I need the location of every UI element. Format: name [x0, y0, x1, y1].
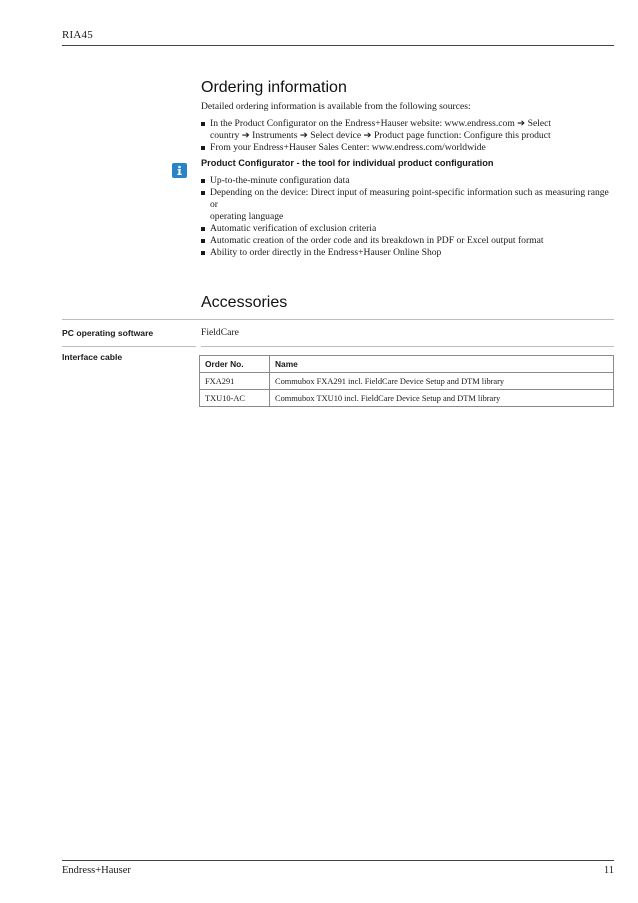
- list-item: [201, 187, 615, 223]
- table-row: [200, 373, 614, 390]
- info-glyph: [174, 165, 185, 176]
- pc-software-value: FieldCare: [201, 327, 239, 338]
- column-header-name: Name: [270, 356, 614, 373]
- source-1-line1: In the Product Configurator on the Endress+Hauser website: www.endress.com ➔ Select: [210, 118, 552, 129]
- feature-text: Automatic verification of exclusion criteria: [210, 223, 377, 234]
- row-divider-left: [62, 346, 196, 347]
- list-item: [201, 235, 615, 247]
- feature-text: Up-to-the-minute configuration data: [210, 175, 350, 186]
- info-icon: [172, 163, 187, 178]
- header-rule: [62, 45, 614, 46]
- feature-text: Automatic creation of the order code and its breakdown in PDF or Excel output format: [210, 235, 544, 246]
- document-code: RIA45: [62, 29, 93, 41]
- source-2-line1: From your Endress+Hauser Sales Center: www.endress.com/worldwide: [210, 142, 486, 153]
- list-item: [201, 175, 615, 187]
- feature-text-cont: operating language: [210, 211, 284, 222]
- row-divider-right: [201, 346, 614, 347]
- list-item: [201, 142, 615, 154]
- ordering-intro: Detailed ordering information is available from the following sources:: [201, 101, 471, 112]
- configurator-heading: Product Configurator - the tool for individual product configuration: [201, 158, 494, 168]
- footer-company: Endress+Hauser: [62, 865, 131, 876]
- name-cell: Commubox TXU10 incl. FieldCare Device Setup and DTM library: [270, 390, 614, 407]
- list-item: [201, 223, 615, 235]
- configurator-features-list: [201, 175, 615, 259]
- pc-software-label: PC operating software: [62, 328, 154, 338]
- list-item: [201, 247, 615, 259]
- interface-cable-table: [199, 355, 614, 407]
- section-divider: [62, 319, 614, 320]
- table-header-row: [200, 356, 614, 373]
- ordering-title: Ordering information: [201, 79, 347, 96]
- page-number: 11: [603, 865, 614, 876]
- order-no-cell: TXU10-AC: [200, 390, 270, 407]
- feature-text: Depending on the device: Direct input of measuring point-specific information such as measuring range or: [210, 187, 609, 210]
- order-no-cell: FXA291: [200, 373, 270, 390]
- table-row: [200, 390, 614, 407]
- name-cell: Commubox FXA291 incl. FieldCare Device Setup and DTM library: [270, 373, 614, 390]
- ordering-sources-list: [201, 118, 615, 154]
- accessories-title: Accessories: [201, 294, 288, 311]
- column-header-order-no: Order No.: [200, 356, 270, 373]
- list-item: [201, 118, 615, 142]
- interface-cable-label: Interface cable: [62, 352, 123, 362]
- footer-rule: [62, 860, 614, 861]
- source-1-line2: country ➔ Instruments ➔ Select device ➔ Product page function: Configure this product: [210, 130, 551, 141]
- feature-text: Ability to order directly in the Endress+Hauser Online Shop: [210, 247, 442, 258]
